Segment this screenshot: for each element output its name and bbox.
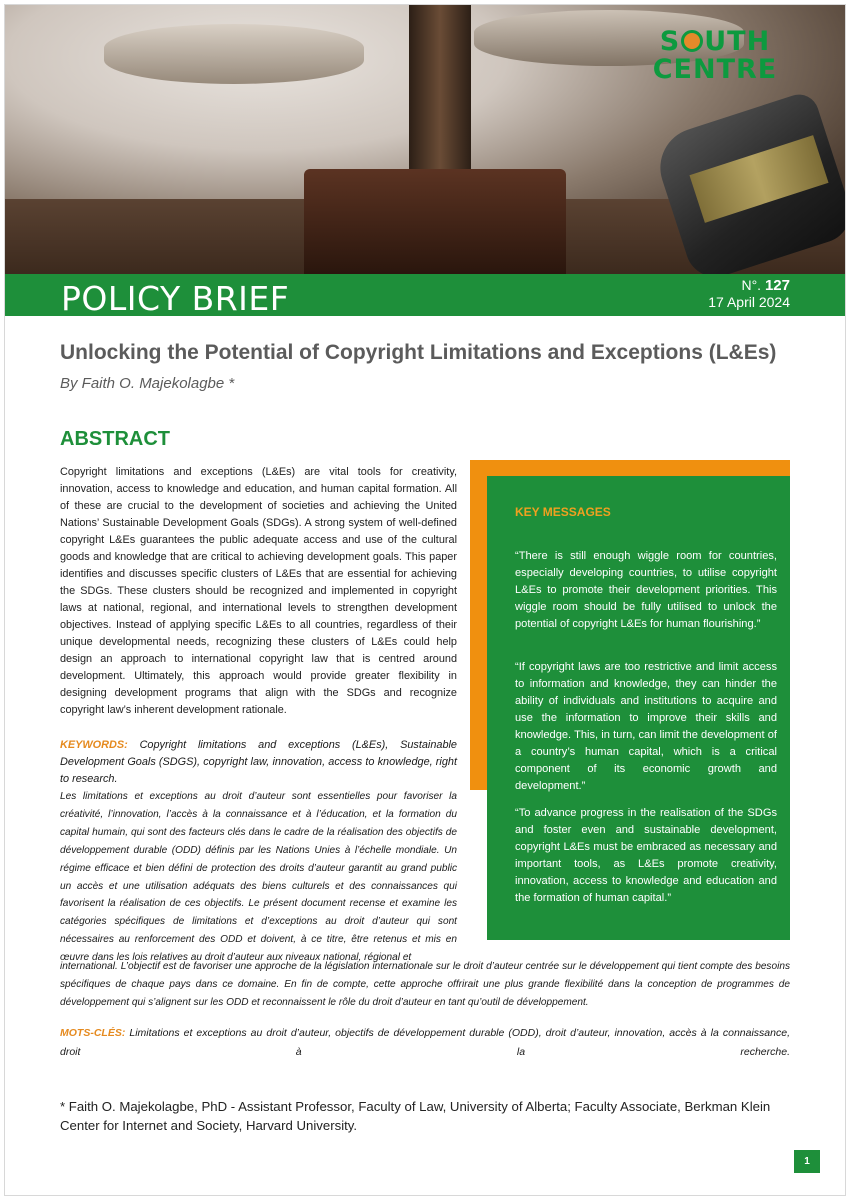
keywords: [60, 737, 457, 788]
policy-brief-banner: [4, 274, 846, 316]
mots-cles-text: Limitations et exceptions au droit d’auteur, objectifs de développement durable (ODD), droit d’auteur, innovation, accès à la connaissance, droit à la recherche.: [60, 1027, 790, 1058]
key-message: “To advance progress in the realisation of the SDGs and foster even and sustainable development, copyright L&Es must be embraced as necessary and important tools, as L&Es promote creativity, innovation, access to knowledge and education and the formation of human capital.”: [515, 807, 777, 904]
keywords-label: KEYWORDS:: [60, 739, 128, 751]
author-footnote: * Faith O. Majekolagbe, PhD - Assistant Professor, Faculty of Law, University of Alberta; Faculty Associate, Berkman Klein Center for Internet and Society, Harvard University.: [60, 1099, 771, 1133]
south-centre-logo: S UTH CENTRE: [652, 26, 778, 85]
scale-base: [304, 169, 566, 274]
mots-cles: [60, 1024, 790, 1062]
issue-number: 127: [764, 277, 790, 294]
keywords-text: Copyright limitations and exceptions (L&Es), Sustainable Development Goals (SDGS), copyright law, innovation, access to knowledge, right to research.: [60, 739, 457, 785]
issue-number-prefix: N°.: [741, 277, 762, 293]
abstract-heading: ABSTRACT: [60, 428, 170, 450]
mots-cles-label: MOTS-CLÉS:: [60, 1027, 126, 1039]
scale-pole: [409, 4, 471, 179]
page-title: Unlocking the Potential of Copyright Limitations and Exceptions (L&Es): [60, 341, 777, 364]
issue-date: 17 April 2024: [708, 294, 790, 310]
french-summary: Les limitations et exceptions au droit d’auteur sont essentielles pour favoriser la créativité, l’innovation, l’accès à la connaissance et à l’éducation, et la formation du capital humain, qui sont des facteurs clés dans le cadre de la réalisation des objectifs de développement durable (ODD) définis par les Nations Unies à l’échelle mondiale. Un régime efficace et bien défini de protection des droits d’auteur garantit au grand public un accès et une utilisation adéquats des biens culturels et des connaissances qui favorisent la réalisation de ces objectifs. Le présent document recense et examine les catégories spécifiques de limitations et d’exceptions au droit d’auteur qui sont nécessaires au renforcement des ODD et doivent, à ce titre, être retenus et mis en œuvre dans les lois relatives au droit d’auteur aux niveaux national, régional et: [60, 791, 457, 964]
page-number: 1: [794, 1150, 820, 1173]
key-message: “If copyright laws are too restrictive and limit access to information and knowledge, they can hinder the ability of individuals and institutions to acquire and use the information to improve their skills and knowledge. This, in turn, can limit the development of a country’s human capital, which is a critical component of its economic growth and development.”: [515, 661, 777, 792]
issue-info: [708, 277, 790, 311]
abstract-text: Copyright limitations and exceptions (L&Es) are vital tools for creativity, innovation, access to knowledge and education, and human capital formation. All of these are crucial to the development of societies and achieving the United Nations’ Sustainable Development Goals (SDGs). A strong system of well-defined copyright L&Es guarantees the public adequate access and use of the cultural goods and knowledge that are critical to achieving development goals. This paper identifies and discusses specific clusters of L&Es that are essential for achieving the SDGs. These clusters should be recognized and implemented in copyright laws at national, regional, and international levels to strengthen development objectives. Instead of applying specific L&Es to all countries, regardless of their unique developmental needs, recognizing these clusters of L&Es could help design an approach to international copyright law that is centred around development. Ultimately, this approach would provide greater flexibility in designing development programs that align with the SDGs and recognize copyright law’s inherent development rationale.: [60, 466, 457, 716]
globe-icon: [681, 30, 703, 52]
scale-pan-left: [104, 24, 364, 84]
french-summary-continued: international. L’objectif est de favoriser une approche de la législation internationale sur le droit d’auteur centrée sur le développement qui tient compte des besoins spécifiques de chaque pays dans ce domaine. En fin de compte, cette approche offrirait une plus grande flexibilité dans la conception de programmes de développement qui s’alignent sur les ODD et reconnaissent le rôle du droit d’auteur en tant qu’outil de développement.: [60, 961, 790, 1008]
author-line: By Faith O. Majekolagbe *: [60, 375, 235, 392]
banner-title: POLICY BRIEF: [61, 279, 290, 318]
key-message: “There is still enough wiggle room for countries, especially developing countries, to utilise copyright L&Es to promote their development priorities. This wiggle room should be fully utilised to unlock the potential of copyright L&Es for human flourishing.”: [515, 550, 777, 630]
key-messages-heading: KEY MESSAGES: [515, 505, 611, 519]
